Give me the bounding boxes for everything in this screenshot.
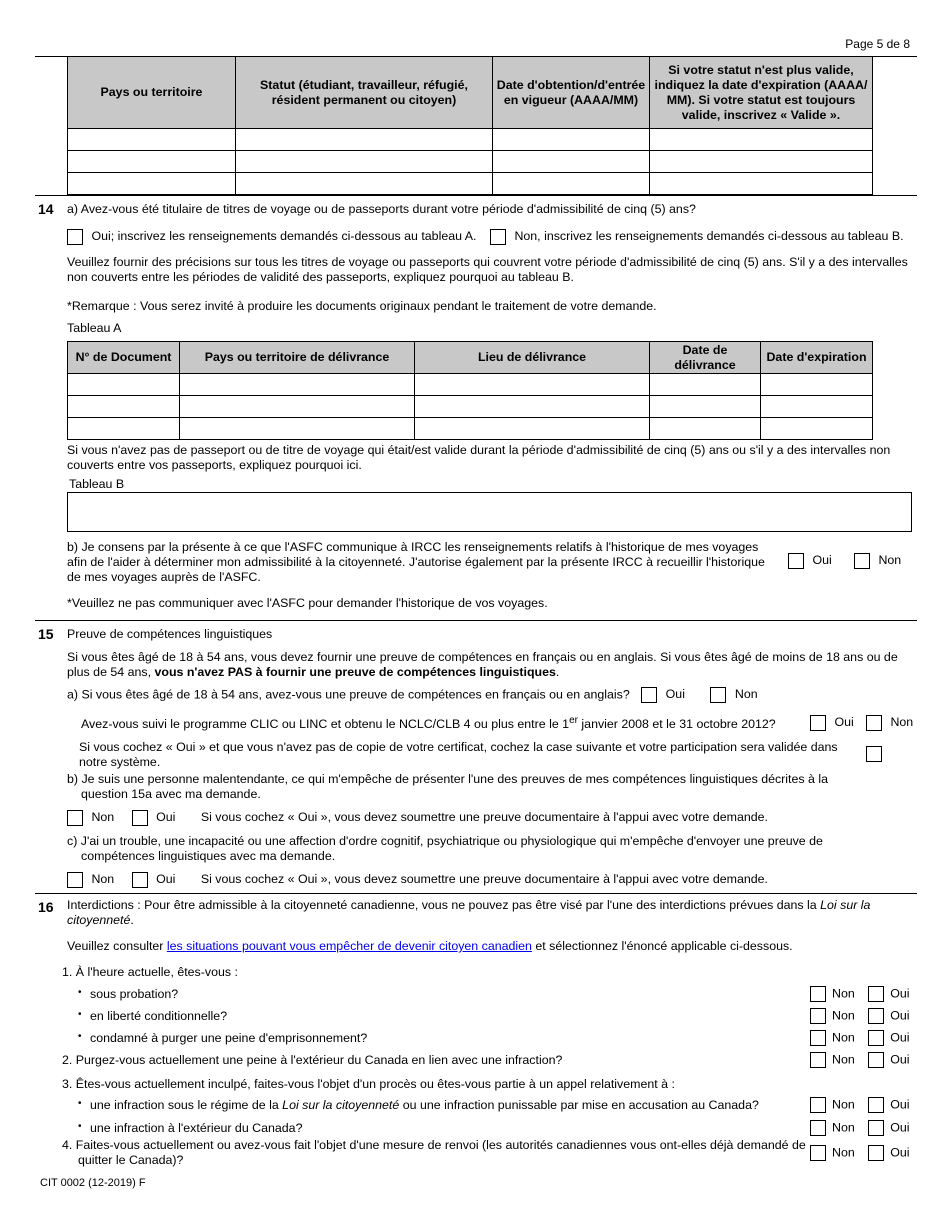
q16-2-oui-checkbox[interactable]: [868, 1052, 884, 1068]
q15b-options: [67, 810, 768, 826]
q15-certificate-checkbox[interactable]: [866, 746, 882, 762]
q16-3a-non-checkbox[interactable]: [810, 1097, 826, 1113]
q15c-options: [67, 872, 768, 888]
table-b-label: Tableau B: [69, 477, 125, 491]
table-a-col-issue-date: Date de délivrance: [650, 342, 761, 374]
question-15a-text: a) Si vous êtes âgé de 18 à 54 ans, avez-vous une preuve de compétences en français ou en anglais?: [67, 687, 630, 702]
table-a-col-document: N° de Document: [68, 342, 180, 374]
table-a-label: Tableau A: [67, 321, 122, 335]
table-b-intro: Si vous n'avez pas de passeport ou de titre de voyage qui était/est valide durant la période d'admissibilité de cinq (5) ans ou s'il y a des intervalles non couverts entre vos passeports, expliquez pourquoi ici.: [67, 443, 891, 472]
q14b-yes-option: [788, 553, 832, 569]
q15b-note: Si vous cochez « Oui », vous devez soumettre une preuve documentaire à l'appui avec votre demande.: [200, 810, 768, 825]
q14b-no-checkbox[interactable]: [854, 553, 870, 569]
prohibitions-link[interactable]: les situations pouvant vous empêcher de devenir citoyen canadien: [166, 939, 532, 953]
section-divider-16: [35, 893, 917, 894]
page-number: Page 5 de 8: [845, 37, 910, 51]
table-a: [67, 341, 873, 440]
question-15-certificate-note: Si vous cochez « Oui » et que vous n'avez pas de copie de votre certificat, cochez la case suivante et votre participation sera validée dans notre système.: [79, 740, 838, 769]
question-16-intro: Interdictions : Pour être admissible à la citoyenneté canadienne, vous ne pouvez pas être visé par l'une des interdictions prévues dans la Loi sur la citoyenneté.: [67, 898, 871, 927]
q15a-yes-label: Oui: [665, 687, 685, 702]
q16-item2: 2. Purgez-vous actuellement une peine à l'extérieur du Canada en lien avec une infraction?: [62, 1053, 563, 1067]
status-col-status: Statut (étudiant, travailleur, réfugié, résident permanent ou citoyen): [236, 57, 493, 129]
section-divider-15: [35, 620, 917, 621]
q14b-yes-checkbox[interactable]: [788, 553, 804, 569]
q15b-no-label: Non: [91, 810, 115, 825]
q14a-yes-label: Oui; inscrivez les renseignements demandés ci-dessous au tableau A.: [91, 229, 477, 244]
q15b-yes-label: Oui: [156, 810, 176, 825]
table-a-col-place: Lieu de délivrance: [415, 342, 650, 374]
q14b-no-option: [854, 553, 901, 569]
q16-item3a: • une infraction sous le régime de la Loi sur la citoyenneté ou une infraction punissable par mise en accusation au Canada?: [90, 1098, 759, 1112]
q14a-no-checkbox[interactable]: [490, 229, 506, 245]
q15-clic-yes-checkbox[interactable]: [810, 715, 826, 731]
table-row: [68, 173, 873, 195]
q16-item3: 3. Êtes-vous actuellement inculpé, faites-vous l'objet d'un procès ou êtes-vous partie à un appel relativement à :: [62, 1077, 675, 1091]
question-15-number: 15: [38, 626, 54, 642]
q16-3b-non-checkbox[interactable]: [810, 1120, 826, 1136]
question-15a-clic: Avez-vous suivi le programme CLIC ou LINC et obtenu le NCLC/CLB 4 ou plus entre le 1er janvier 2008 et le 31 octobre 2012?: [81, 715, 776, 732]
q14a-yes-checkbox[interactable]: [67, 229, 83, 245]
question-14a-options-no: [490, 229, 904, 245]
q16-item1a: • sous probation?: [90, 987, 178, 1001]
table-row: [68, 374, 873, 396]
q16-1c-non-checkbox[interactable]: [810, 1030, 826, 1046]
q16-1a-answers: Non Oui: [810, 986, 909, 1002]
q14b-no-label: Non: [878, 553, 902, 568]
table-row: [68, 129, 873, 151]
table-b-textbox[interactable]: [67, 492, 912, 532]
q16-3a-oui-checkbox[interactable]: [868, 1097, 884, 1113]
q16-4-non-checkbox[interactable]: [810, 1145, 826, 1161]
q16-3b-oui-checkbox[interactable]: [868, 1120, 884, 1136]
q14b-yes-label: Oui: [812, 553, 832, 568]
section-divider-14: [35, 195, 917, 196]
q15c-no-label: Non: [91, 872, 115, 887]
status-col-start-date: Date d'obtention/d'entrée en vigueur (AAAA/MM): [493, 57, 650, 129]
q15c-yes-checkbox[interactable]: [132, 872, 148, 888]
question-14-instructions: Veuillez fournir des précisions sur tous les titres de voyage ou passeports qui couvrent votre période d'admissibilité de cinq (5) ans. S'il y a des intervalles non couverts entre les périodes de validité des passeports, expliquez pourquoi au tableau B.: [67, 255, 908, 284]
question-15-title: Preuve de compétences linguistiques: [67, 627, 273, 641]
question-16-number: 16: [38, 899, 54, 915]
q16-item1: 1. À l'heure actuelle, êtes-vous :: [62, 965, 238, 979]
q16-item4: 4. Faites-vous actuellement ou avez-vous fait l'objet d'une mesure de renvoi (les autorités canadiennes vous ont-elles déjà demandé de quitter le Canada)?: [62, 1138, 806, 1167]
q15-clic-no-label: Non: [890, 715, 914, 730]
q15b-yes-checkbox[interactable]: [132, 810, 148, 826]
q16-3b-answers: Non Oui: [810, 1120, 909, 1136]
q16-item3b: • une infraction à l'extérieur du Canada?: [90, 1121, 302, 1135]
q15a-no-label: Non: [734, 687, 758, 702]
q15-clic-yes-label: Oui: [834, 715, 854, 730]
q16-1a-oui-checkbox[interactable]: [868, 986, 884, 1002]
q15a-yes-checkbox[interactable]: [641, 687, 657, 703]
q15-clic-no-checkbox[interactable]: [866, 715, 882, 731]
q16-4-oui-checkbox[interactable]: [868, 1145, 884, 1161]
question-15-intro-bold: vous n'avez PAS à fournir une preuve de compétences linguistiques: [154, 665, 556, 679]
q15-clic-no-option: [866, 715, 913, 731]
q16-4-answers: Non Oui: [810, 1145, 909, 1161]
question-14b-consent: b) Je consens par la présente à ce que l'ASFC communique à IRCC les renseignements relatifs à l'historique de mes voyages afin de l'aider à déterminer mon admissibilité à la citoyenneté. J'autorise également par la présente IRCC à recueillir l'historique de mes voyages auprès de l'ASFC.: [67, 540, 765, 584]
question-14-remark: *Remarque : Vous serez invité à produire les documents originaux pendant le traitement de votre demande.: [67, 299, 657, 313]
q15b-no-checkbox[interactable]: [67, 810, 83, 826]
q15c-no-checkbox[interactable]: [67, 872, 83, 888]
q16-2-answers: Non Oui: [810, 1052, 909, 1068]
q15c-note: Si vous cochez « Oui », vous devez soumettre une preuve documentaire à l'appui avec votre demande.: [200, 872, 768, 887]
status-table: [67, 56, 873, 195]
question-16-consult: Veuillez consulter les situations pouvant vous empêcher de devenir citoyen canadien et sélectionnez l'énoncé applicable ci-dessous.: [67, 939, 793, 953]
q16-item1b: • en liberté conditionnelle?: [90, 1009, 227, 1023]
q16-1b-non-checkbox[interactable]: [810, 1008, 826, 1024]
q14a-no-label: Non, inscrivez les renseignements demandés ci-dessous au tableau B.: [514, 229, 904, 244]
table-row: [68, 418, 873, 440]
table-row: [68, 151, 873, 173]
q15c-yes-label: Oui: [156, 872, 176, 887]
q15-clic-yes-option: [810, 715, 854, 731]
question-14a-options: [67, 229, 476, 245]
table-a-col-expiry-date: Date d'expiration: [761, 342, 873, 374]
question-15a: [67, 687, 758, 703]
status-col-expiry: Si votre statut n'est plus valide, indiquez la date d'expiration (AAAA/ MM). Si votre statut est toujours valide, inscrivez « Valide ».: [650, 57, 873, 129]
question-14a-text: a) Avez-vous été titulaire de titres de voyage ou de passeports durant votre période d'admissibilité de cinq (5) ans?: [67, 202, 696, 216]
q16-1a-non-checkbox[interactable]: [810, 986, 826, 1002]
question-15-intro: Si vous êtes âgé de 18 à 54 ans, vous devez fournir une preuve de compétences en français ou en anglais. Si vous êtes âgé de moins de 18 ans ou de plus de 54 ans, vous n'avez PAS à fournir une preuve de compétences linguistiques.: [67, 650, 898, 679]
q16-item1c: • condamné à purger une peine d'emprisonnement?: [90, 1031, 367, 1045]
q16-1b-answers: Non Oui: [810, 1008, 909, 1024]
q16-2-non-checkbox[interactable]: [810, 1052, 826, 1068]
q16-1b-oui-checkbox[interactable]: [868, 1008, 884, 1024]
q16-1c-answers: Non Oui: [810, 1030, 909, 1046]
q16-3a-answers: Non Oui: [810, 1097, 909, 1113]
form-code: CIT 0002 (12-2019) F: [40, 1177, 146, 1189]
question-14-number: 14: [38, 201, 54, 217]
table-a-col-country: Pays ou territoire de délivrance: [180, 342, 415, 374]
question-15b: b) Je suis une personne malentendante, ce qui m'empêche de présenter l'une des preuves de mes compétences linguistiques décrites à la question 15a avec ma demande.: [67, 772, 829, 801]
q16-1c-oui-checkbox[interactable]: [868, 1030, 884, 1046]
table-row: [68, 396, 873, 418]
question-15c: c) J'ai un trouble, une incapacité ou une affection d'ordre cognitif, psychiatrique ou physiologique qui m'empêche d'envoyer une preuve de compétences linguistiques avec ma demande.: [67, 834, 823, 863]
q15a-no-checkbox[interactable]: [710, 687, 726, 703]
status-col-country: Pays ou territoire: [68, 57, 236, 129]
question-14-note: *Veuillez ne pas communiquer avec l'ASFC pour demander l'historique de vos voyages.: [67, 596, 548, 610]
